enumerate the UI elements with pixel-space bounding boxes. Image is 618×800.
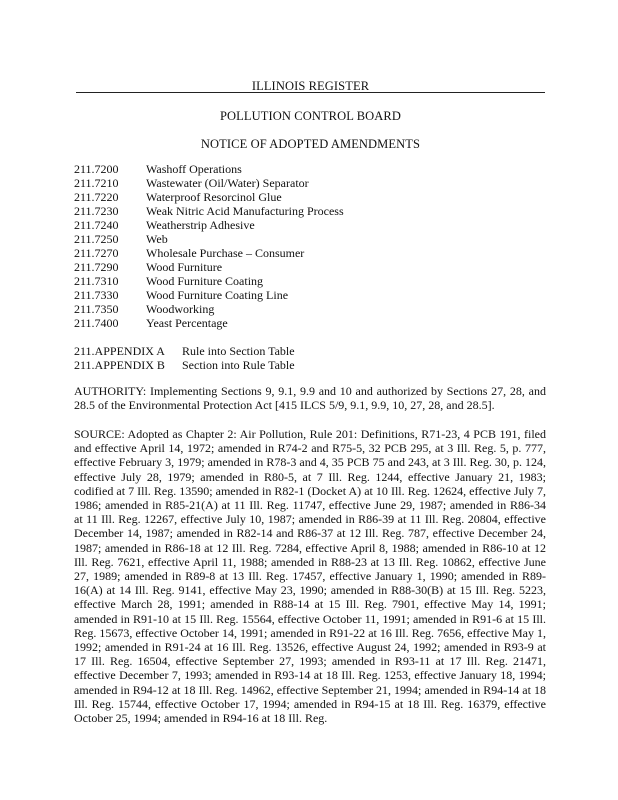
section-title: Woodworking [146, 302, 215, 316]
section-list [74, 162, 514, 330]
section-row [74, 246, 514, 260]
section-number: 211.7310 [74, 274, 119, 288]
section-title: Yeast Percentage [146, 316, 228, 330]
appendix-row [74, 358, 514, 372]
section-number: 211.7240 [74, 218, 119, 232]
section-title: Wood Furniture Coating [146, 274, 264, 288]
section-row [74, 232, 514, 246]
section-number: 211.7220 [74, 190, 119, 204]
appendix-title: Section into Rule Table [182, 358, 295, 372]
section-title: Washoff Operations [146, 162, 242, 176]
section-title: Weak Nitric Acid Manufacturing Process [146, 204, 344, 218]
section-row [74, 316, 514, 330]
section-title: Wholesale Purchase – Consumer [146, 246, 305, 260]
section-row [74, 288, 514, 302]
section-number: 211.7290 [74, 260, 119, 274]
section-title: Wood Furniture [146, 260, 223, 274]
section-number: 211.7350 [74, 302, 119, 316]
notice-title: NOTICE OF ADOPTED AMENDMENTS [200, 137, 421, 151]
source-paragraph: SOURCE: Adopted as Chapter 2: Air Pollution, Rule 201: Definitions, R71-23, 4 PCB 191, filed and effective April 14, 1972; amended in R74-2 and R75-5, 32 PCB 295, at 3 Ill. Reg. 5, p. 777, effective February 3, 1979; amended in R78-3 and 4, 35 PCB 75 and 243, at 3 Ill. Reg. 30, p. 124, effective July 28, 1979; amended in R80-5, at 7 Ill. Reg. 1244, effective January 21, 1983; codified at 7 Ill. Reg. 13590; amended in R82-1 (Docket A) at 10 Ill. Reg. 12624, effective July 7, 1986; amended in R85-21(A) at 11 Ill. Reg. 11747, effective June 29, 1987; amended in R86-34 at 11 Ill. Reg. 12267, effective July 10, 1987; amended in R86-39 at 11 Ill. Reg. 20804, effective December 14, 1987; amended in R82-14 and R86-37 at 12 Ill. Reg. 787, effective December 24, 1987; amended in R86-18 at 12 Ill. Reg. 7284, effective April 8, 1988; amended in R86-10 at 12 Ill. Reg. 7621, effective April 11, 1988; amended in R88-23 at 13 Ill. Reg. 10862, effective June 27, 1989; amended in R89-8 at 13 Ill. Reg. 17457, effective January 1, 1990; amended in R89-16(A) at 14 Ill. Reg. 9141, effective May 23, 1990; amended in R88-30(B) at 15 Ill. Reg. 5223, effective March 28, 1991; amended in R88-14 at 15 Ill. Reg. 7901, effective May 14, 1991; amended in R91-10 at 15 Ill. Reg. 15564, effective October 11, 1991; amended in R91-6 at 15 Ill. Reg. 15673, effective October 14, 1991; amended in R91-22 at 16 Ill. Reg. 7656, effective May 1, 1992; amended in R91-24 at 16 Ill. Reg. 13526, effective August 24, 1992; amended in R93-9 at 17 Ill. Reg. 16504, effective September 27, 1993; amended in R93-11 at 17 Ill. Reg. 21471, effective December 7, 1993; amended in R93-14 at 18 Ill. Reg. 1253, effective January 18, 1994; amended in R94-12 at 18 Ill. Reg. 14962, effective September 21, 1994; amended in R94-14 at 18 Ill. Reg. 15744, effective October 17, 1994; amended in R94-15 at 18 Ill. Reg. 16379, effective October 25, 1994; amended in R94-16 at 18 Ill. Reg. [74, 427, 546, 726]
section-number: 211.7250 [74, 232, 119, 246]
register-title: ILLINOIS REGISTER [251, 79, 370, 93]
section-number: 211.7270 [74, 246, 119, 260]
section-number: 211.7400 [74, 316, 119, 330]
section-row [74, 204, 514, 218]
section-title: Web [146, 232, 168, 246]
section-title: Waterproof Resorcinol Glue [146, 190, 282, 204]
appendix-number: 211.APPENDIX A [74, 344, 165, 358]
section-row [74, 302, 514, 316]
authority-paragraph: AUTHORITY: Implementing Sections 9, 9.1, 9.9 and 10 and authorized by Sections 27, 28, and 28.5 of the Environmental Protection Act [415 ILCS 5/9, 9.1, 9.9, 10, 27, 28, and 28.5]. [74, 384, 546, 413]
section-row [74, 162, 514, 176]
section-number: 211.7330 [74, 288, 119, 302]
appendix-title: Rule into Section Table [182, 344, 295, 358]
section-title: Wastewater (Oil/Water) Separator [146, 176, 309, 190]
appendix-row [74, 344, 514, 358]
section-row [74, 218, 514, 232]
section-title: Weatherstrip Adhesive [146, 218, 255, 232]
appendix-list [74, 344, 514, 372]
section-number: 211.7210 [74, 176, 119, 190]
section-row [74, 274, 514, 288]
board-title: POLLUTION CONTROL BOARD [220, 109, 401, 123]
appendix-number: 211.APPENDIX B [74, 358, 165, 372]
section-title: Wood Furniture Coating Line [146, 288, 289, 302]
section-number: 211.7200 [74, 162, 119, 176]
section-number: 211.7230 [74, 204, 119, 218]
section-row [74, 190, 514, 204]
section-row [74, 260, 514, 274]
section-row [74, 176, 514, 190]
